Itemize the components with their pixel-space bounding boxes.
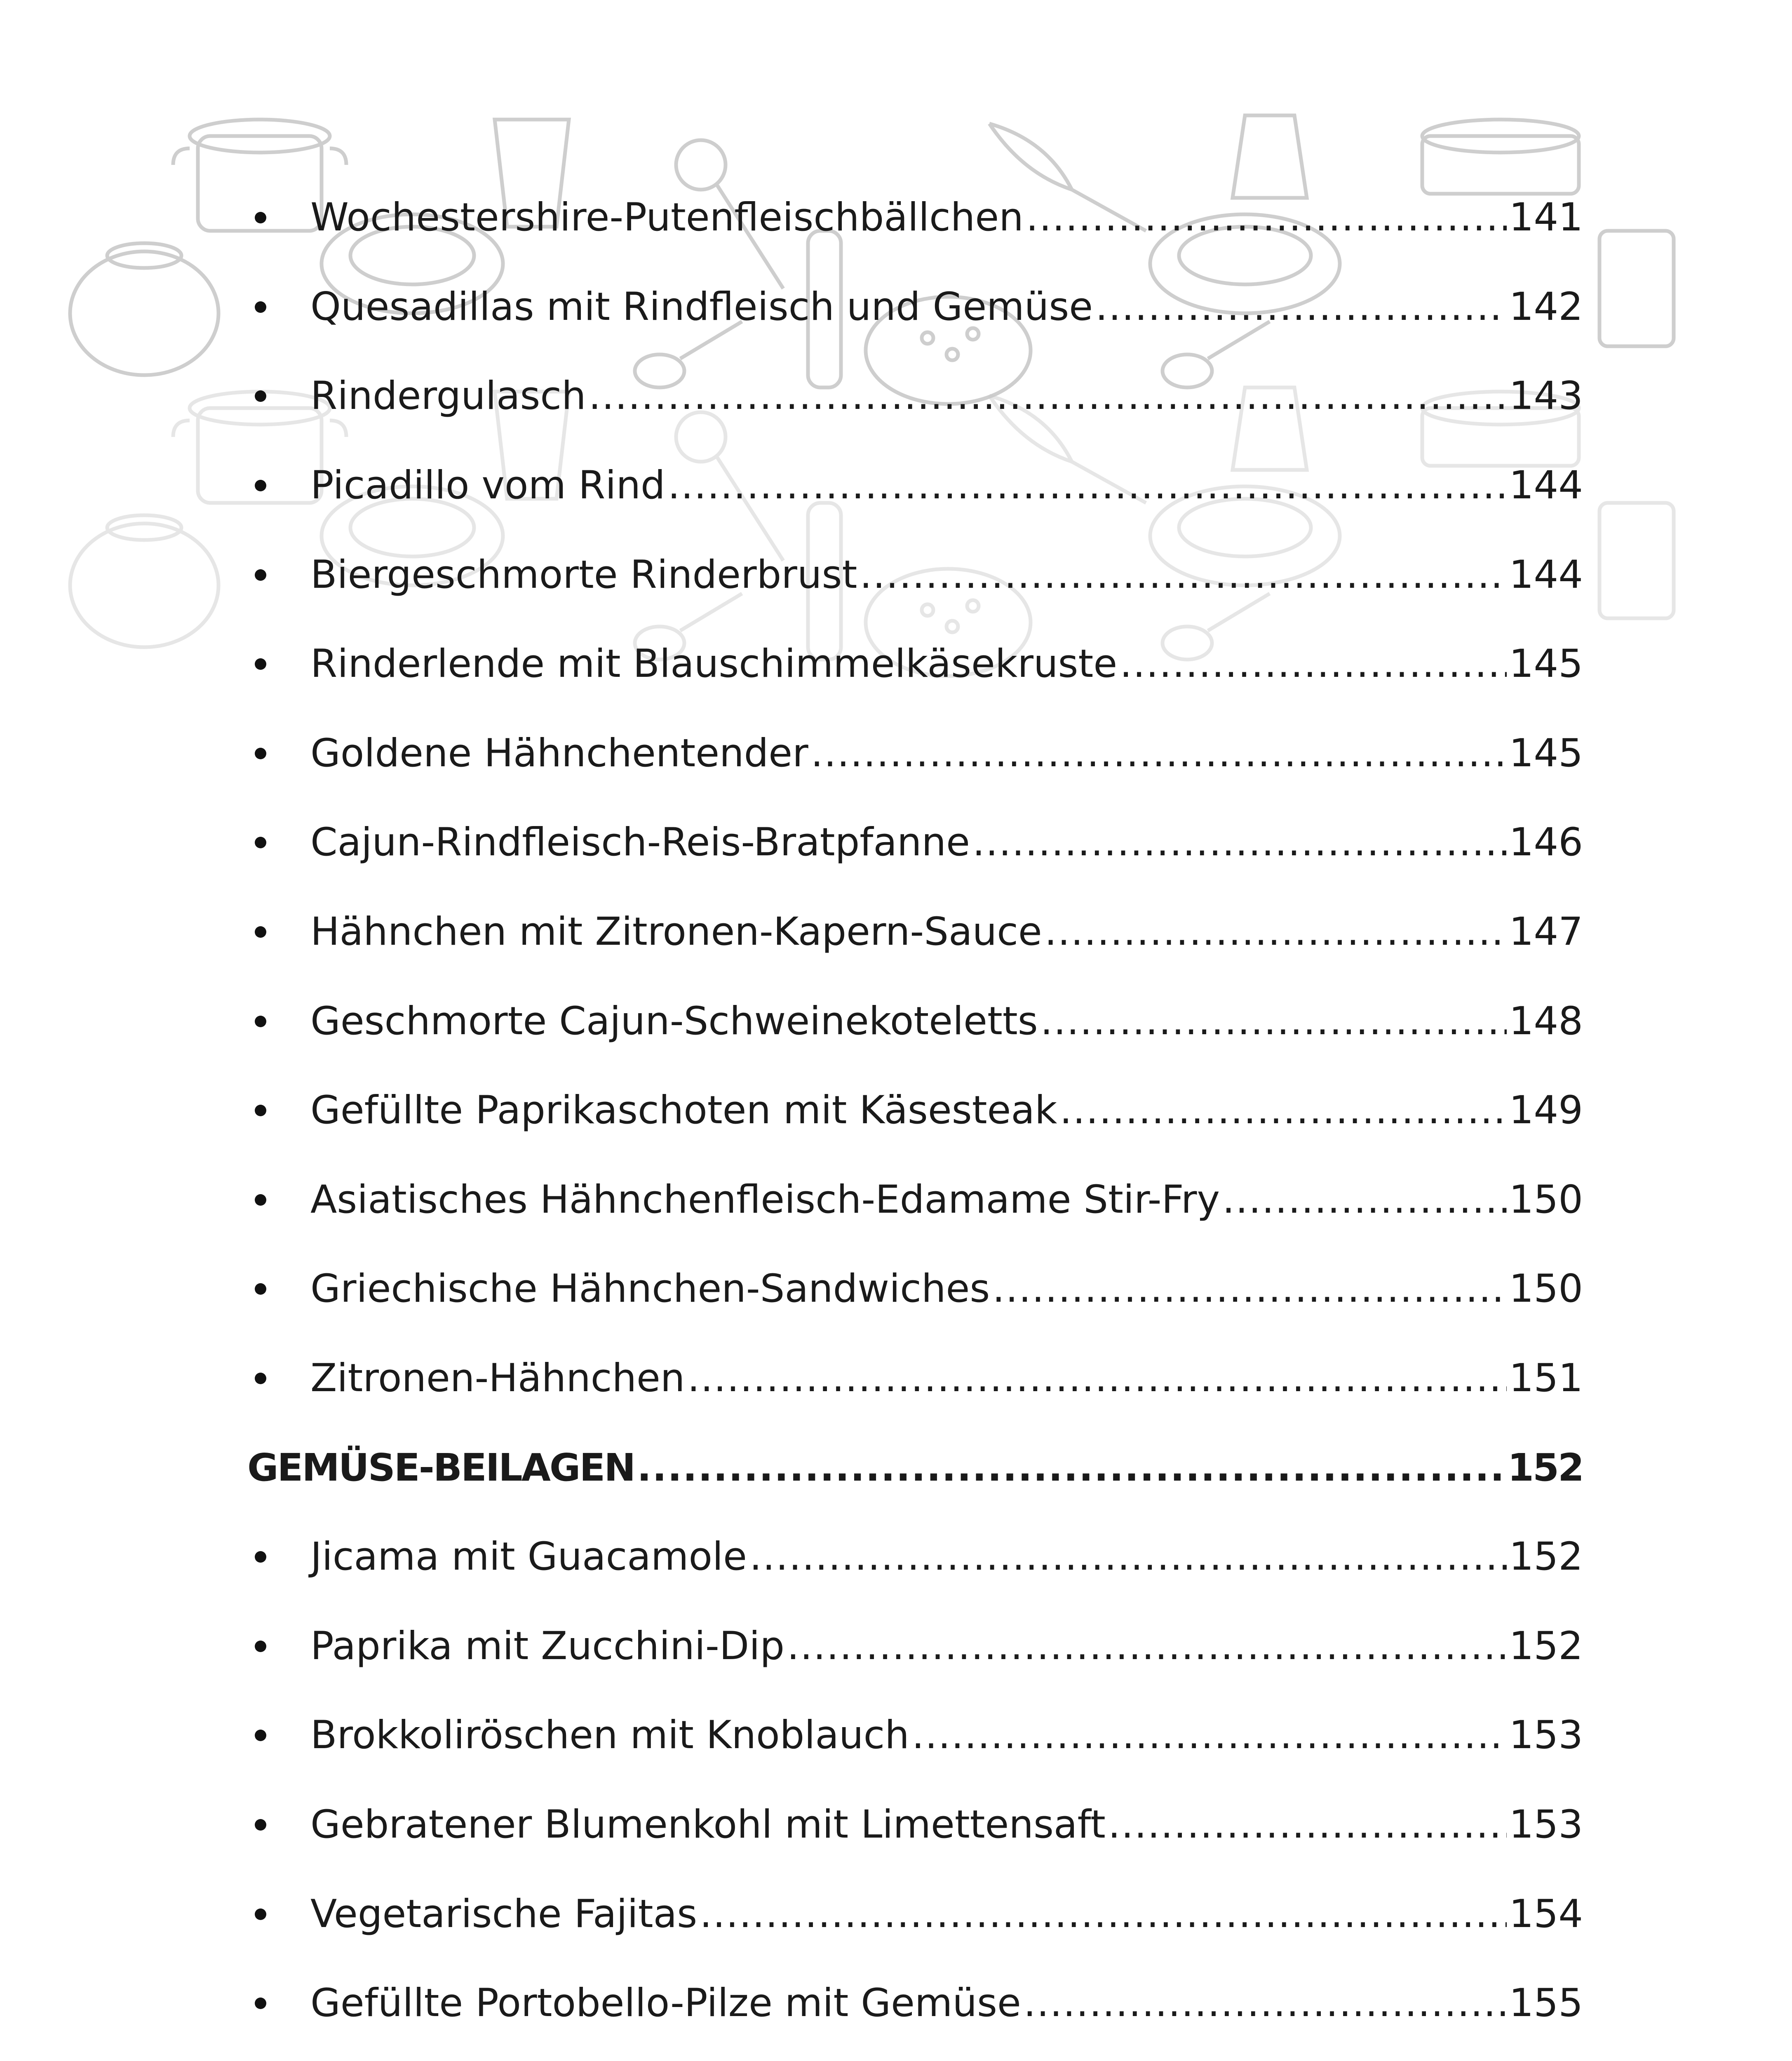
- toc-entry-page: 149: [1509, 1088, 1583, 1133]
- toc-leader-dots: [1059, 1091, 1506, 1130]
- toc-entry[interactable]: [247, 1959, 1583, 2048]
- toc-leader-dots: [787, 1627, 1507, 1666]
- toc-entry[interactable]: [247, 798, 1583, 887]
- toc-entry[interactable]: [247, 1155, 1583, 1245]
- toc-entry-title: Rinderlende mit Blauschimmelkäsekruste: [310, 641, 1118, 687]
- toc-entry[interactable]: [247, 1512, 1583, 1602]
- bullet-icon: [255, 1908, 266, 1920]
- bullet-icon: [255, 748, 266, 759]
- toc-entry-title: Rindergulasch: [310, 373, 586, 419]
- toc-entry-title: Gefüllte Portobello-Pilze mit Gemüse: [310, 1981, 1021, 2026]
- toc-leader-dots: [1120, 645, 1506, 683]
- toc-entry-title: Cajun-Rindfleisch-Reis-Bratpfanne: [310, 820, 970, 865]
- toc-entry-title: Goldene Hähnchentender: [310, 730, 808, 776]
- toc-leader-dots: [1108, 1805, 1507, 1844]
- toc-leader-dots: [1024, 1984, 1507, 2023]
- toc-leader-dots: [860, 556, 1506, 594]
- bullet-icon: [255, 1819, 266, 1831]
- toc-leader-dots: [749, 1538, 1507, 1576]
- toc-entry-page: 144: [1509, 463, 1583, 508]
- toc-entry[interactable]: [247, 2048, 1583, 2061]
- toc-entry-page: 153: [1509, 1802, 1583, 1847]
- toc-leader-dots: [1045, 913, 1507, 951]
- toc-entry-page: 148: [1509, 998, 1583, 1044]
- toc-leader-dots: [687, 1359, 1506, 1398]
- toc-entry-title: Griechische Hähnchen-Sandwiches: [310, 1266, 990, 1312]
- toc-section-page: 152: [1507, 1445, 1583, 1490]
- bullet-icon: [255, 1641, 266, 1652]
- toc-entry-page: 150: [1509, 1177, 1583, 1222]
- bullet-icon: [255, 1194, 266, 1206]
- toc-leader-dots: [1095, 288, 1506, 326]
- toc-entry[interactable]: [247, 173, 1583, 263]
- bullet-icon: [255, 480, 266, 491]
- toc-leader-dots: [811, 734, 1507, 773]
- toc-entry-title: Gefüllte Paprikaschoten mit Käsesteak: [310, 1088, 1057, 1133]
- toc-entry[interactable]: [247, 1334, 1583, 1423]
- toc-leader-dots: [700, 1895, 1506, 1934]
- toc-entry-page: 145: [1509, 641, 1583, 687]
- toc-entry-page: 143: [1509, 373, 1583, 419]
- bullet-icon: [255, 1998, 266, 2009]
- toc-entry-title: Jicama mit Guacamole: [310, 1534, 747, 1580]
- toc-entry[interactable]: [247, 977, 1583, 1066]
- toc-entry-title: Quesadillas mit Rindfleisch und Gemüse: [310, 284, 1093, 329]
- toc-entry-title: Geschmorte Cajun-Schweinekoteletts: [310, 998, 1038, 1044]
- toc-entry-page: 154: [1509, 1891, 1583, 1937]
- toc-entry-title: Gebratener Blumenkohl mit Limettensaft: [310, 1802, 1106, 1847]
- toc-entry-page: 146: [1509, 820, 1583, 865]
- bullet-icon: [255, 569, 266, 581]
- bullet-icon: [255, 926, 266, 938]
- toc-leader-dots: [1026, 198, 1507, 237]
- toc-entry[interactable]: [247, 441, 1583, 531]
- toc-leader-dots: [992, 1270, 1506, 1308]
- toc-section-heading[interactable]: [247, 1423, 1583, 1512]
- toc-entry-title: Biergeschmorte Rinderbrust: [310, 552, 857, 597]
- toc-entry-page: 141: [1509, 195, 1583, 240]
- toc-entry-page: 152: [1509, 1623, 1583, 1669]
- toc-leader-dots: [912, 1716, 1507, 1755]
- toc-entry-title: Vegetarische Fajitas: [310, 1891, 698, 1937]
- toc-leader-dots: [589, 377, 1507, 415]
- toc-entry[interactable]: [247, 1602, 1583, 1691]
- toc-leader-dots: [637, 1449, 1505, 1487]
- bullet-icon: [255, 301, 266, 313]
- bullet-icon: [255, 1551, 266, 1563]
- toc-leader-dots: [1040, 1002, 1507, 1041]
- toc-entry-page: 147: [1509, 909, 1583, 955]
- bullet-icon: [255, 1373, 266, 1384]
- toc-entry-title: Zitronen-Hähnchen: [310, 1356, 685, 1401]
- toc-leader-dots: [1222, 1181, 1506, 1219]
- toc-entry[interactable]: [247, 1780, 1583, 1870]
- toc-entry[interactable]: [247, 620, 1583, 709]
- toc-entry-page: 144: [1509, 552, 1583, 597]
- toc-entry[interactable]: [247, 1869, 1583, 1959]
- toc-entry-page: 152: [1509, 1534, 1583, 1580]
- table-of-contents: [247, 173, 1583, 2061]
- toc-entry[interactable]: [247, 1691, 1583, 1780]
- toc-entry-page: 142: [1509, 284, 1583, 329]
- toc-entry[interactable]: [247, 352, 1583, 441]
- toc-entry[interactable]: [247, 709, 1583, 798]
- toc-leader-dots: [972, 823, 1507, 862]
- toc-entry-page: 153: [1509, 1713, 1583, 1758]
- toc-entry-title: Picadillo vom Rind: [310, 463, 665, 508]
- toc-entry-page: 150: [1509, 1266, 1583, 1312]
- toc-entry-page: 145: [1509, 730, 1583, 776]
- toc-entry[interactable]: [247, 263, 1583, 352]
- toc-entry[interactable]: [247, 530, 1583, 620]
- toc-section-title: GEMÜSE-BEILAGEN: [247, 1445, 635, 1490]
- bullet-icon: [255, 1016, 266, 1027]
- toc-entry[interactable]: [247, 1066, 1583, 1155]
- toc-entry-title: Hähnchen mit Zitronen-Kapern-Sauce: [310, 909, 1042, 955]
- toc-leader-dots: [668, 466, 1507, 505]
- toc-entry-title: Asiatisches Hähnchenfleisch-Edamame Stir-Fry: [310, 1177, 1220, 1222]
- toc-entry-title: Wochestershire-Putenfleischbällchen: [310, 195, 1024, 240]
- toc-entry-page: 151: [1509, 1356, 1583, 1401]
- toc-entry-title: Paprika mit Zucchini-Dip: [310, 1623, 784, 1669]
- toc-entry[interactable]: [247, 1244, 1583, 1334]
- toc-entry-page: 155: [1509, 1981, 1583, 2026]
- toc-entry[interactable]: [247, 887, 1583, 977]
- toc-entry-title: Brokkoliröschen mit Knoblauch: [310, 1713, 909, 1758]
